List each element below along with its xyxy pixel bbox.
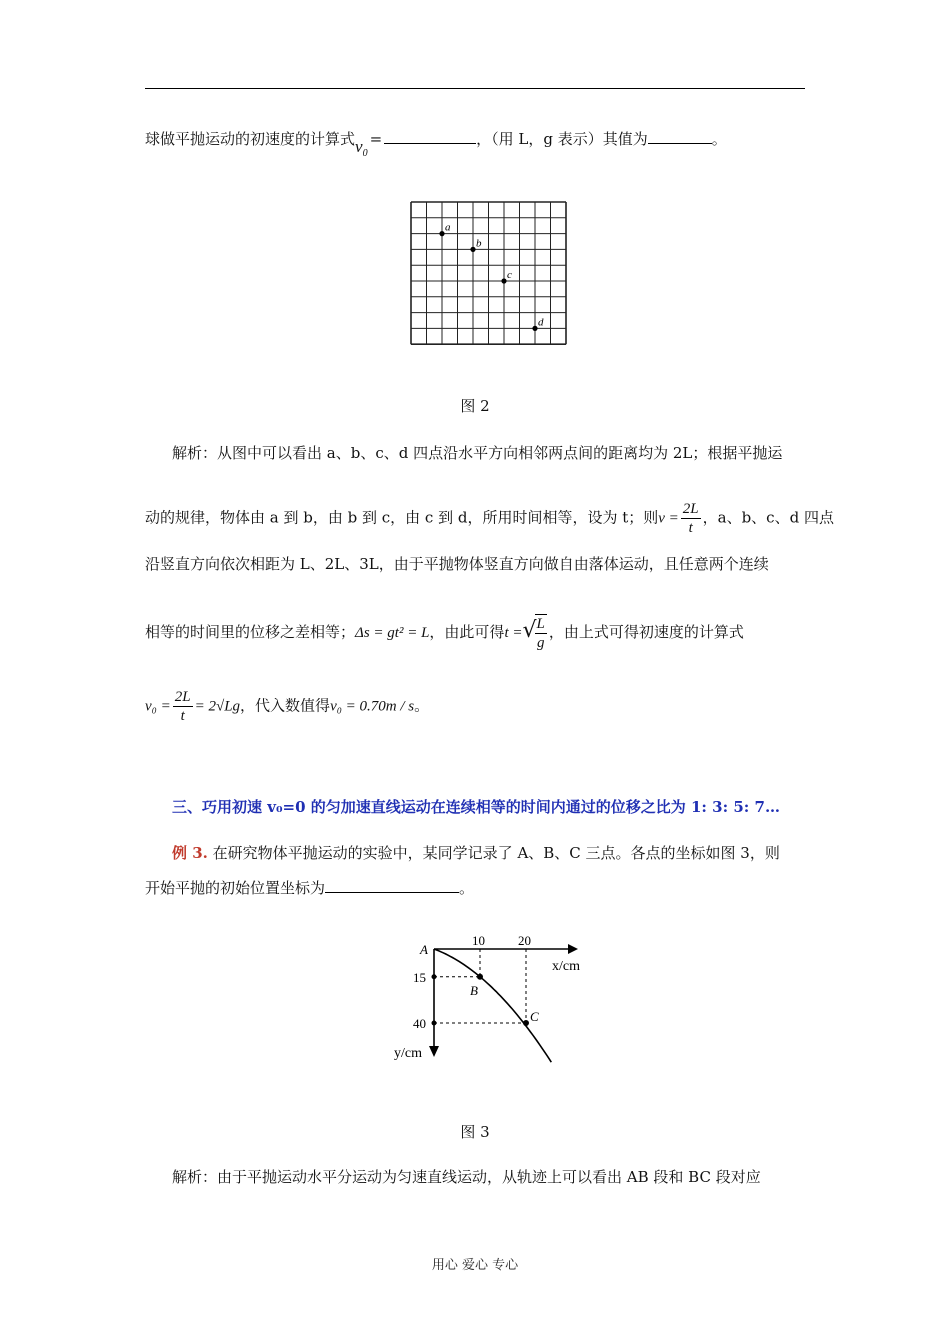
trajectory-curve bbox=[434, 949, 551, 1062]
equals-sign: = bbox=[369, 130, 383, 148]
example-3-text-b: 开始平抛的初始位置坐标为 bbox=[145, 879, 326, 897]
x-axis-arrow-icon bbox=[568, 944, 578, 954]
answer-blank-1 bbox=[384, 129, 476, 144]
figure-3-trajectory bbox=[380, 930, 600, 1070]
v0-result: v₀ = 0.70m / s bbox=[330, 698, 415, 715]
grid-point-label: d bbox=[538, 316, 544, 329]
example-3-label: 例 3. bbox=[172, 844, 208, 862]
analysis-2-line-1: 解析：由于平抛运动水平分运动为匀速直线运动，从轨迹上可以看出 AB 段和 BC 段对应 bbox=[172, 1168, 761, 1186]
analysis-1-line-2 bbox=[145, 500, 834, 537]
displacement-equation: Δs = gt² = L bbox=[355, 625, 430, 641]
analysis-1-line-1: 解析：从图中可以看出 a、b、c、d 四点沿水平方向相邻两点间的距离均为 2L；根据平抛运 bbox=[172, 444, 783, 462]
trajectory-point-label: B bbox=[470, 982, 478, 998]
fraction-numerator: 2L bbox=[174, 689, 191, 705]
figure-2-caption: 图 2 bbox=[460, 397, 490, 415]
analysis-1-text-c: 相等的时间里的位移之差相等； bbox=[145, 623, 356, 641]
example-3-line-2 bbox=[145, 878, 474, 898]
question-line bbox=[145, 129, 727, 159]
v0-subscript: 0 bbox=[362, 148, 368, 159]
answer-blank-2 bbox=[648, 129, 712, 144]
header-rule bbox=[145, 88, 805, 89]
grid-point-label: c bbox=[507, 269, 512, 281]
grid-point bbox=[439, 231, 444, 236]
figure-2-grid bbox=[408, 199, 568, 349]
origin-label: A bbox=[420, 942, 428, 957]
y-axis-arrow-icon bbox=[429, 1046, 439, 1057]
example-3-end: 。 bbox=[459, 879, 475, 897]
page-footer: 用心 爱心 专心 bbox=[431, 1258, 519, 1273]
fraction-denominator: t bbox=[180, 708, 185, 724]
analysis-1-text-f: ，代入数值得 bbox=[240, 696, 331, 715]
sqrt-icon: √ bbox=[522, 618, 537, 643]
axis-point bbox=[432, 974, 437, 979]
analysis-1-text-e: ，由上式可得初速度的计算式 bbox=[548, 623, 744, 641]
analysis-1-end: 。 bbox=[414, 696, 430, 715]
y-tick-label: 40 bbox=[413, 1016, 426, 1031]
v0-sqrt-expression: = 2√Lg bbox=[194, 698, 241, 715]
figure-3-caption: 图 3 bbox=[460, 1123, 490, 1141]
v0-symbol: v bbox=[355, 137, 363, 156]
analysis-1-text: 动的规律，物体由 a 到 b，由 b 到 c，由 c 到 d，所用时间相等，设为 t；则 bbox=[145, 508, 659, 527]
section-3-heading: 三、巧用初速 v₀=0 的匀加速直线运动在连续相等的时间内通过的位移之比为 1: 3: 5: 7… bbox=[172, 798, 780, 816]
velocity-expression: v = bbox=[658, 510, 679, 527]
analysis-1-text-b: ，a、b、c、d 四点 bbox=[702, 508, 834, 527]
fraction-2L-over-t-2 bbox=[173, 688, 193, 725]
y-tick-label: 15 bbox=[413, 969, 426, 985]
answer-blank-3 bbox=[325, 878, 459, 893]
x-tick-label: 10 bbox=[472, 933, 485, 948]
v0-expression: v₀ = bbox=[145, 698, 171, 715]
fraction-L-over-g bbox=[535, 614, 547, 652]
fraction-denominator: t bbox=[688, 520, 693, 536]
grid-point bbox=[501, 278, 506, 283]
analysis-1-line-3: 沿竖直方向依次相距为 L、2L、3L，由于平抛物体竖直方向做自由落体运动，且任意两个连续 bbox=[145, 555, 769, 573]
x-axis-label: x/cm bbox=[552, 959, 580, 974]
x-tick-label: 20 bbox=[518, 933, 531, 948]
example-3-text: 在研究物体平抛运动的实验中，某同学记录了 A、B、C 三点。各点的坐标如图 3，则 bbox=[212, 844, 780, 862]
analysis-1-line-4 bbox=[145, 614, 744, 652]
analysis-1-line-5 bbox=[145, 688, 429, 725]
fraction-numerator: 2L bbox=[682, 501, 699, 517]
grid-point-label: b bbox=[476, 237, 482, 250]
axis-point bbox=[432, 1021, 437, 1026]
fraction-denominator: g bbox=[536, 635, 545, 651]
fraction-numerator: L bbox=[536, 616, 545, 632]
question-text-b: ，（用 L，g 表示）其值为 bbox=[476, 130, 648, 148]
fraction-2L-over-t bbox=[681, 500, 701, 537]
grid-point bbox=[470, 247, 475, 252]
question-end: 。 bbox=[711, 130, 727, 148]
example-3-line-1 bbox=[172, 843, 780, 863]
analysis-1-text-d: ，由此可得 bbox=[429, 623, 505, 641]
trajectory-point-label: C bbox=[530, 1009, 539, 1024]
grid-point bbox=[532, 326, 537, 331]
time-expression: t = bbox=[504, 625, 523, 641]
question-text: 球做平抛运动的初速度的计算式 bbox=[145, 130, 356, 148]
grid-point-label: a bbox=[445, 221, 451, 234]
y-axis-label: y/cm bbox=[394, 1046, 422, 1061]
